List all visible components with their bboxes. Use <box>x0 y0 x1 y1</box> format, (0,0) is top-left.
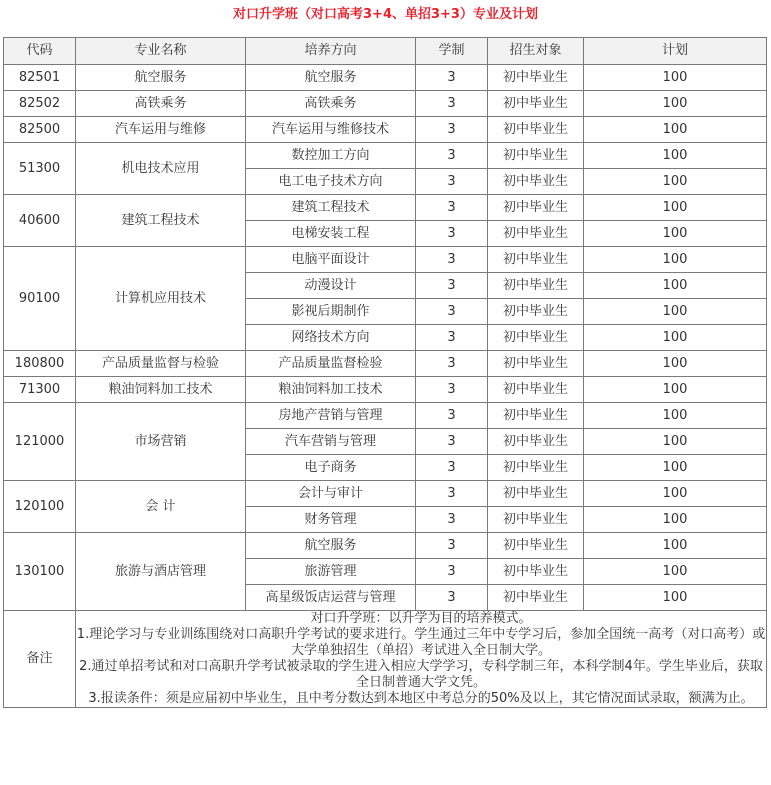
years-cell: 3 <box>416 533 488 559</box>
remarks-line: 对口升学班：以升学为目的培养模式。 <box>310 611 532 626</box>
plan-cell: 100 <box>584 143 767 169</box>
code-cell: 51300 <box>4 143 76 195</box>
target-cell: 初中毕业生 <box>488 91 584 117</box>
code-cell: 130100 <box>4 533 76 611</box>
years-cell: 3 <box>416 65 488 91</box>
table-row <box>4 247 767 273</box>
target-cell: 初中毕业生 <box>488 169 584 195</box>
plan-cell: 100 <box>584 559 767 585</box>
header-direction: 培养方向 <box>246 38 416 65</box>
plan-cell: 100 <box>584 195 767 221</box>
target-cell: 初中毕业生 <box>488 507 584 533</box>
direction-cell: 航空服务 <box>246 65 416 91</box>
years-cell: 3 <box>416 221 488 247</box>
target-cell: 初中毕业生 <box>488 65 584 91</box>
remarks-row <box>4 611 767 708</box>
target-cell: 初中毕业生 <box>488 351 584 377</box>
target-cell: 初中毕业生 <box>488 403 584 429</box>
code-cell: 82500 <box>4 117 76 143</box>
plan-cell: 100 <box>584 585 767 611</box>
plan-cell: 100 <box>584 351 767 377</box>
plan-cell: 100 <box>584 403 767 429</box>
target-cell: 初中毕业生 <box>488 429 584 455</box>
target-cell: 初中毕业生 <box>488 559 584 585</box>
years-cell: 3 <box>416 247 488 273</box>
target-cell: 初中毕业生 <box>488 533 584 559</box>
years-cell: 3 <box>416 169 488 195</box>
table-header-row <box>4 38 767 65</box>
major-cell: 会 计 <box>76 481 246 533</box>
plan-cell: 100 <box>584 507 767 533</box>
code-cell: 120100 <box>4 481 76 533</box>
direction-cell: 财务管理 <box>246 507 416 533</box>
table-row <box>4 195 767 221</box>
major-cell: 旅游与酒店管理 <box>76 533 246 611</box>
plan-cell: 100 <box>584 481 767 507</box>
years-cell: 3 <box>416 351 488 377</box>
plan-cell: 100 <box>584 325 767 351</box>
table-row <box>4 91 767 117</box>
target-cell: 初中毕业生 <box>488 325 584 351</box>
header-plan: 计划 <box>584 38 767 65</box>
table-row <box>4 481 767 507</box>
plan-cell: 100 <box>584 273 767 299</box>
years-cell: 3 <box>416 507 488 533</box>
table-row <box>4 533 767 559</box>
direction-cell: 网络技术方向 <box>246 325 416 351</box>
plan-cell: 100 <box>584 429 767 455</box>
page-title: 对口升学班（对口高考3+4、单招3+3）专业及计划 <box>233 7 538 22</box>
target-cell: 初中毕业生 <box>488 143 584 169</box>
years-cell: 3 <box>416 91 488 117</box>
header-major: 专业名称 <box>76 38 246 65</box>
direction-cell: 汽车运用与维修技术 <box>246 117 416 143</box>
plan-cell: 100 <box>584 221 767 247</box>
major-cell: 高铁乘务 <box>76 91 246 117</box>
target-cell: 初中毕业生 <box>488 273 584 299</box>
years-cell: 3 <box>416 299 488 325</box>
direction-cell: 电梯安装工程 <box>246 221 416 247</box>
direction-cell: 影视后期制作 <box>246 299 416 325</box>
table-row <box>4 377 767 403</box>
table-row <box>4 117 767 143</box>
table-body <box>4 65 767 611</box>
direction-cell: 旅游管理 <box>246 559 416 585</box>
target-cell: 初中毕业生 <box>488 247 584 273</box>
years-cell: 3 <box>416 117 488 143</box>
target-cell: 初中毕业生 <box>488 221 584 247</box>
remarks-line: 1.理论学习与专业训练围绕对口高职升学考试的要求进行。学生通过三年中专学习后，参加全国统一高考（对口高考）或大学单独招生（单招）考试进入全日制大学。 <box>76 627 766 658</box>
years-cell: 3 <box>416 455 488 481</box>
target-cell: 初中毕业生 <box>488 117 584 143</box>
code-cell: 180800 <box>4 351 76 377</box>
code-cell: 40600 <box>4 195 76 247</box>
target-cell: 初中毕业生 <box>488 195 584 221</box>
table-row <box>4 351 767 377</box>
target-cell: 初中毕业生 <box>488 585 584 611</box>
years-cell: 3 <box>416 559 488 585</box>
direction-cell: 高星级饭店运营与管理 <box>246 585 416 611</box>
plan-cell: 100 <box>584 299 767 325</box>
plan-cell: 100 <box>584 455 767 481</box>
direction-cell: 会计与审计 <box>246 481 416 507</box>
major-cell: 机电技术应用 <box>76 143 246 195</box>
direction-cell: 汽车营销与管理 <box>246 429 416 455</box>
enrollment-plan-table <box>3 37 767 708</box>
plan-cell: 100 <box>584 91 767 117</box>
code-cell: 82501 <box>4 65 76 91</box>
table-row <box>4 65 767 91</box>
remarks-label: 备注 <box>4 611 76 708</box>
plan-cell: 100 <box>584 169 767 195</box>
major-cell: 产品质量监督与检验 <box>76 351 246 377</box>
major-cell: 汽车运用与维修 <box>76 117 246 143</box>
target-cell: 初中毕业生 <box>488 299 584 325</box>
plan-cell: 100 <box>584 117 767 143</box>
plan-cell: 100 <box>584 533 767 559</box>
target-cell: 初中毕业生 <box>488 481 584 507</box>
major-cell: 建筑工程技术 <box>76 195 246 247</box>
major-cell: 计算机应用技术 <box>76 247 246 351</box>
header-target: 招生对象 <box>488 38 584 65</box>
header-code: 代码 <box>4 38 76 65</box>
years-cell: 3 <box>416 143 488 169</box>
target-cell: 初中毕业生 <box>488 455 584 481</box>
direction-cell: 房地产营销与管理 <box>246 403 416 429</box>
target-cell: 初中毕业生 <box>488 377 584 403</box>
table-row <box>4 403 767 429</box>
direction-cell: 电脑平面设计 <box>246 247 416 273</box>
years-cell: 3 <box>416 195 488 221</box>
code-cell: 121000 <box>4 403 76 481</box>
direction-cell: 高铁乘务 <box>246 91 416 117</box>
table-row <box>4 143 767 169</box>
years-cell: 3 <box>416 403 488 429</box>
years-cell: 3 <box>416 273 488 299</box>
years-cell: 3 <box>416 481 488 507</box>
major-cell: 航空服务 <box>76 65 246 91</box>
remarks-content <box>76 611 767 708</box>
years-cell: 3 <box>416 377 488 403</box>
header-years: 学制 <box>416 38 488 65</box>
direction-cell: 产品质量监督检验 <box>246 351 416 377</box>
plan-cell: 100 <box>584 247 767 273</box>
major-cell: 市场营销 <box>76 403 246 481</box>
code-cell: 71300 <box>4 377 76 403</box>
direction-cell: 电工电子技术方向 <box>246 169 416 195</box>
direction-cell: 动漫设计 <box>246 273 416 299</box>
years-cell: 3 <box>416 429 488 455</box>
code-cell: 82502 <box>4 91 76 117</box>
direction-cell: 电子商务 <box>246 455 416 481</box>
major-cell: 粮油饲料加工技术 <box>76 377 246 403</box>
plan-cell: 100 <box>584 65 767 91</box>
direction-cell: 粮油饲料加工技术 <box>246 377 416 403</box>
years-cell: 3 <box>416 325 488 351</box>
direction-cell: 建筑工程技术 <box>246 195 416 221</box>
remarks-line: 2.通过单招考试和对口高职升学考试被录取的学生进入相应大学学习，专科学制三年，本科学制4年。学生毕业后，获取全日制普通大学文凭。 <box>79 659 763 690</box>
remarks-line: 3.报读条件：须是应届初中毕业生，且中考分数达到本地区中考总分的50%及以上，其它情况面试录取，额满为止。 <box>88 691 754 706</box>
direction-cell: 航空服务 <box>246 533 416 559</box>
plan-cell: 100 <box>584 377 767 403</box>
code-cell: 90100 <box>4 247 76 351</box>
direction-cell: 数控加工方向 <box>246 143 416 169</box>
years-cell: 3 <box>416 585 488 611</box>
